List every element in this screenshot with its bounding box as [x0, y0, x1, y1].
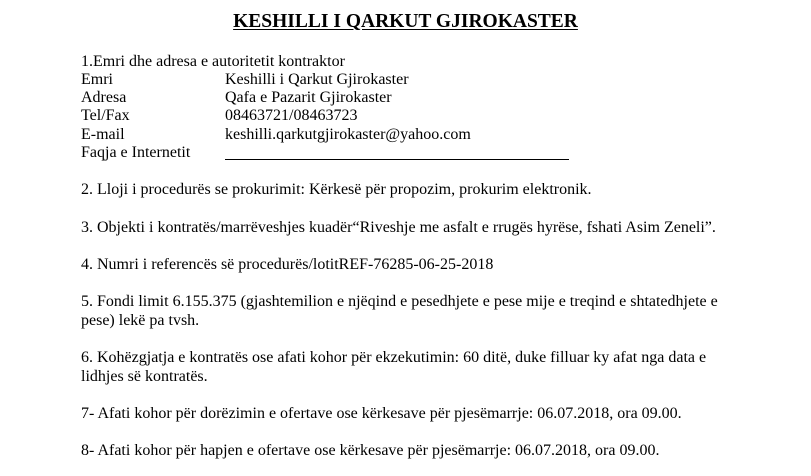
- address-value: Qafa e Pazarit Gjirokaster: [225, 89, 392, 106]
- section-1-heading: 1.Emri dhe adresa e autoritetit kontraktor: [81, 53, 345, 70]
- name-label: Emri: [81, 71, 113, 88]
- item-submission-deadline: 7- Afati kohor për dorëzimin e ofertave ose kërkesave për pjesëmarrje: 06.07.2018, ora 09.00.: [81, 405, 682, 422]
- item-procedure-type: 2. Lloji i procedurës se prokurimit: Kërkesë për propozim, prokurim elektronik.: [81, 181, 592, 198]
- telfax-value: 08463721/08463723: [225, 107, 358, 124]
- website-label: Faqja e Internetit: [81, 144, 191, 161]
- item-reference-number: 4. Numri i referencës së procedurës/lotitREF-76285-06-25-2018: [81, 256, 494, 273]
- item-opening-deadline: 8- Afati kohor për hapjen e ofertave ose kërkesave për pjesëmarrje: 06.07.2018, ora 09.00.: [81, 442, 660, 459]
- item-limit-fund: 5. Fondi limit 6.155.375 (gjashtemilion e njëqind e pesedhjete e pese mije e treqind e shtatedhjete e pese) lekë pa tvsh.: [81, 293, 718, 329]
- item-contract-duration: 6. Kohëzgjatja e kontratës ose afati kohor për ekzekutimin: 60 ditë, duke filluar ky afat nga data e lidhjes së kontratës.: [81, 349, 707, 385]
- item-contract-object: 3. Objekti i kontratës/marrëveshjes kuadër“Riveshje me asfalt e rrugës hyrëse, fshati Asim Zeneli”.: [81, 219, 716, 236]
- name-value: Keshilli i Qarkut Gjirokaster: [225, 71, 409, 88]
- address-label: Adresa: [81, 89, 127, 106]
- email-label: E-mail: [81, 126, 125, 143]
- document-title: KESHILLI I QARKUT GJIROKASTER: [233, 11, 578, 32]
- email-value: keshilli.qarkutgjirokaster@yahoo.com: [225, 126, 471, 143]
- website-blank-line: [225, 159, 569, 160]
- telfax-label: Tel/Fax: [81, 107, 130, 124]
